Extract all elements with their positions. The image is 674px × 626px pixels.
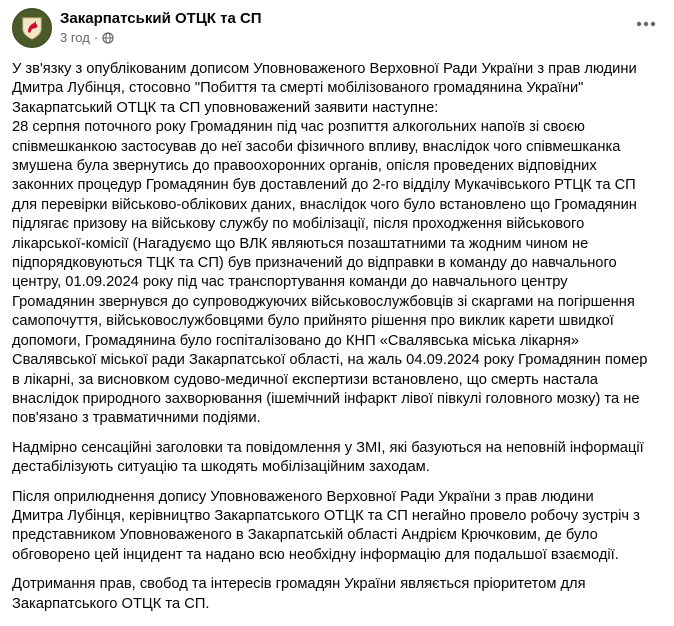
more-options-button[interactable]	[632, 14, 660, 34]
post-body	[12, 60, 662, 624]
page-avatar[interactable]	[12, 8, 52, 48]
more-options-icon	[636, 21, 656, 27]
post-paragraph-meeting: Після оприлюднення допису Уповноваженого Верховної Ради України з прав людини Дмитра Лубінця, керівництво Закарпатського ОТЦК та СП негайно провело робочу зустріч з представником Уповноваженого в Закарпатській області Андрієм Крючковим, де було обговорено цей інцидент та надано всю необхідну інформацію для подальшої взаємодії.	[12, 488, 640, 563]
post-header	[12, 8, 262, 48]
meta-separator: ·	[93, 30, 99, 45]
page-name[interactable]: Закарпатський ОТЦК та СП	[60, 10, 262, 27]
post-paragraph-statement: У зв'язку з опублікованим дописом Уповноваженого Верховної Ради України з прав людини Дмитра Лубінця, стосовно "Побиття та смерті мобілізованого громадянина України" Закарпатський ОТЦК та СП уповноважений заявити наступне: 28 серпня поточного року Громадянин під час розпиття алкогольних напоїв зі своєю співмешканкою застосував до неї засоби фізичного впливу, внаслідок чого співмешканка змушена була звернутись до правоохоронних органів, опісля проведених відповідних законних процедур Громадянин був доставлений до 2-го відділу Мукачівського РТЦК та СП для перевірки військово-облікових даних, внаслідок чого було встановлено що Громадянин підлягає призову на військову службу по мобілізації, після проходження військового лікарської-комісії (Нагадуємо що ВЛК являються позаштатними та жодним чином не підпорядковуються ТЦК та СП) був призначений до відправки в команду до навчального центру, 01.09.2024 року під час транспортування команди до навчального центру Громадянин звернувся до супроводжуючих військовослужбовців зі скаргами на погіршення самопочуття, військовослужбовцями було прийнято рішення про виклик карети швидкої допомоги, Громадянина було госпіталізовано до КНП «Свалявська міська лікарня» Свалявської міської ради Закарпатської області, на жаль 04.09.2024 року Громадянин помер в лікарні, за висновком судово-медичної експертизи встановлено, що смерть настала внаслідок природного захворювання (ішемічний інфаркт лівої півкулі головного мозку) та не пов'язано з травматичними подіями.	[12, 61, 648, 427]
military-emblem-icon	[19, 15, 45, 41]
post-paragraph-priority: Дотримання прав, свобод та інтересів громадян України являється пріоритетом для Закарпатського ОТЦК та СП.	[12, 576, 586, 612]
globe-icon	[102, 32, 114, 44]
post-timestamp[interactable]: 3 год	[60, 30, 90, 45]
post-meta	[60, 29, 262, 47]
post-paragraph-media: Надмірно сенсаційні заголовки та повідомлення у ЗМІ, які базуються на неповній інформації дестабілізують ситуацію та шкодять мобілізаційним заходам.	[12, 439, 644, 476]
